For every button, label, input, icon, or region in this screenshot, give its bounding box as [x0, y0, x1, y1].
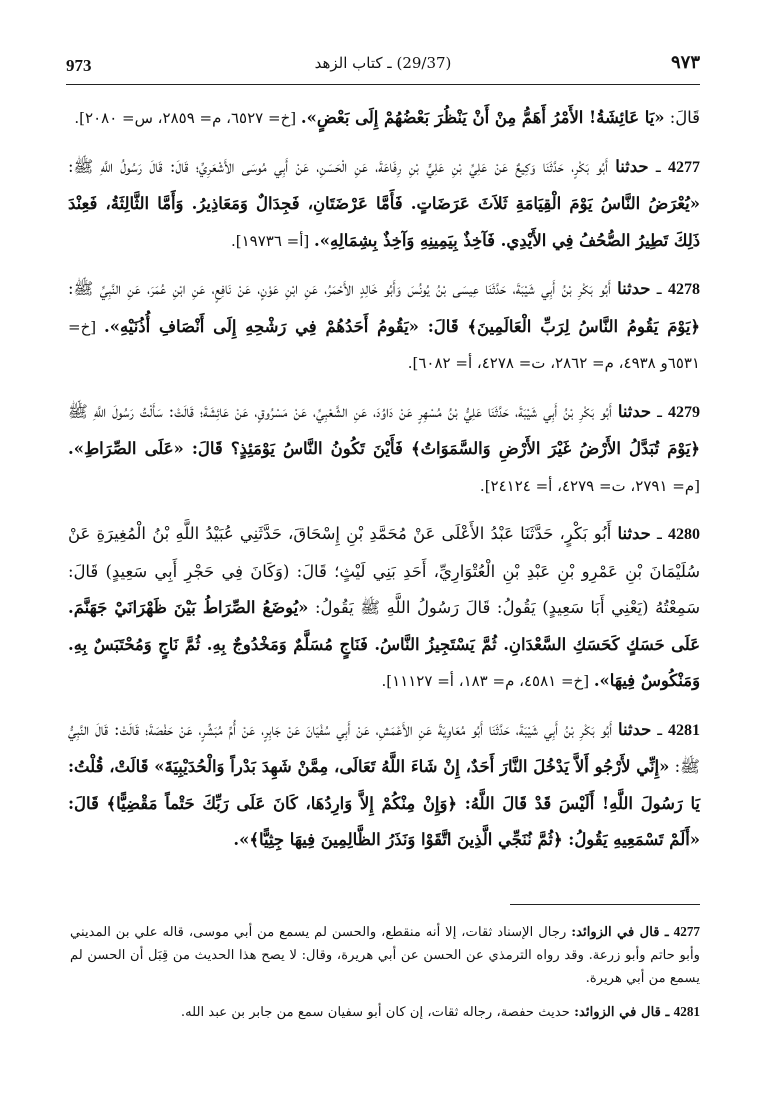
hadith-4277: 4277 ـ حدثنا أَبُو بَكْرٍ، حَدَّثَنَا وَكِيعٌ عَنْ عَلِيِّ بْنِ عَلِيٍّ بْنِ رِفَاعَةَ، عَنِ الْحَسَنِ، عَنْ أَبِي مُوسَى الأَشْعَرِيِّ؛ قَالَ: قَالَ رَسُولُ اللَّهِ ﷺ: «يُعْرَضُ النَّاسُ يَوْمَ الْقِيَامَةِ ثَلاَثَ عَرَضَاتٍ. فَأَمَّا عَرْضَتَانِ، فَجِدَالٌ وَمَعَاذِيرُ. وَأَمَّا الثَّالِثَةُ، فَعِنْدَ ذَلِكَ تَطِيرُ الصُّحُفُ فِي الأَيْدِي. فَآخِذٌ بِيَمِينِهِ وَآخِذٌ بِشِمَالِهِ». [أ= ١٩٧٣٦].: [68, 156, 700, 250]
footnote-label: ـ قال في الزوائد:: [571, 925, 669, 940]
footnote-divider: [510, 904, 700, 905]
hadith-number: 4281: [667, 721, 700, 739]
hadith-text: «يُوضَعُ الصِّرَاطُ بَيْنَ ظَهْرَانَيْ جَهَنَّمَ. عَلَى حَسَكٍ كَحَسَكِ السَّعْدَانِ. ثُمَّ يَسْتَجِيزُ النَّاسُ. فَنَاجٍ مُسَلَّمٌ وَمَخْدُوجٌ بِهِ. ثُمَّ نَاجٍ وَمُحْتَبَسٌ بِهِ. وَمَنْكُوسٌ فِيهَا».: [68, 598, 700, 690]
page-number-arabic: ٩٧٣: [670, 52, 700, 73]
hadith-intro: قَالَ:: [664, 108, 700, 127]
hadith-4281: 4281 ـ حدثنا أَبُو بَكْرِ بْنُ أَبِي شَيْبَةَ، حَدَّثَنَا أَبُو مُعَاوِيَةَ عَنِ الأَعْمَشِ، عَنْ أَبِي سُفْيَانَ عَنْ جَابِرٍ، عَنْ أُمِّ مُبَشِّرٍ، عَنْ حَفْصَةَ؛ قَالَتْ: قَالَ النَّبِيُّ ﷺ: «إِنِّي لأَرْجُو أَلاَّ يَدْخُلَ النَّارَ أَحَدٌ، إِنْ شَاءَ اللَّهُ تَعَالَى، مِمَّنْ شَهِدَ بَدْراً وَالْحُدَيْبِيَةَ» قَالَتْ، قُلْتُ: يَا رَسُولَ اللَّهِ! أَلَيْسَ قَدْ قَالَ اللَّهُ: ﴿وَإِنْ مِنْكُمْ إِلاَّ وَارِدُهَا، كَانَ عَلَى رَبِّكَ حَتْماً مَقْضِيًّا﴾ قَالَ: «أَلَمْ تَسْمَعِيهِ يَقُولُ: ﴿ثُمَّ نُنَجِّي الَّذِينَ اتَّقَوْا وَنَذَرُ الظَّالِمِينَ فِيهَا جِثِيًّا﴾».: [68, 719, 700, 849]
main-text: [68, 100, 700, 859]
hadith-text: «يَا عَائِشَةُ! الأَمْرُ أَهَمُّ مِنْ أَنْ يَنْظُرَ بَعْضُهُمْ إِلَى بَعْضٍ».: [300, 108, 665, 127]
haddathana: حدثنا: [618, 719, 652, 739]
running-title: (29/37) ـ كتاب الزهد: [314, 54, 452, 72]
hadith-refs: [م= ٢٧٩١، ت= ٤٢٧٩، أ= ٢٤١٢٤].: [479, 476, 700, 495]
hadith-text: «إِنِّي لأَرْجُو أَلاَّ يَدْخُلَ النَّارَ أَحَدٌ، إِنْ شَاءَ اللَّهُ تَعَالَى، مِمَّنْ شَهِدَ بَدْراً وَالْحُدَيْبِيَةَ» قَالَتْ، قُلْتُ: يَا رَسُولَ اللَّهِ! أَلَيْسَ قَدْ قَالَ اللَّهُ: ﴿وَإِنْ مِنْكُمْ إِلاَّ وَارِدُهَا، كَانَ عَلَى رَبِّكَ حَتْماً مَقْضِيًّا﴾ قَالَ: «أَلَمْ تَسْمَعِيهِ يَقُولُ: ﴿ثُمَّ نُنَجِّي الَّذِينَ اتَّقَوْا وَنَذَرُ الظَّالِمِينَ فِيهَا جِثِيًّا﴾».: [68, 757, 700, 849]
footnote-text: رجال الإسناد ثقات، إلا أنه منقطع، والحسن لم يسمع من أبي موسى، قاله علي بن المديني وأبو حاتم وأبو زرعة. وقد رواه الترمذي عن الحسن عن أبي هريرة، وقال: لا يصح هذا الحديث من قِبَل أن الحسن لم يسمع من أبي هريرة.: [70, 925, 700, 986]
footnote-4281: [70, 1000, 700, 1024]
hadith-text: ﴿يَوْمَ يَقُومُ النَّاسُ لِرَبِّ الْعَالَمِينَ﴾ قَالَ: «يَقُومُ أَحَدُهُمْ فِي رَشْحِهِ إِلَى أَنْصَافِ أُذُنَيْهِ».: [104, 316, 700, 336]
hadith-4279: 4279 ـ حدثنا أَبُو بَكْرِ بْنُ أَبِي شَيْبَةَ، حَدَّثَنَا عَلِيُّ بْنُ مُسْهِرٍ عَنْ دَاوُدَ، عَنِ الشَّعْبِيِّ، عَنْ مَسْرُوقٍ، عَنْ عَائِشَةَ؛ قَالَتْ: سَأَلْتُ رَسُولَ اللَّهِ ﷺ ﴿يَوْمَ تُبَدَّلُ الأَرْضُ غَيْرَ الأَرْضِ وَالسَّمَوَاتُ﴾ فَأَيْنَ تَكُونُ النَّاسُ يَوْمَئِذٍ؟ قَالَ: «عَلَى الصِّرَاطِ». [م= ٢٧٩١، ت= ٤٢٧٩، أ= ٢٤١٢٤].: [68, 401, 700, 495]
hadith-text: «يُعْرَضُ النَّاسُ يَوْمَ الْقِيَامَةِ ثَلاَثَ عَرَضَاتٍ. فَأَمَّا عَرْضَتَانِ، فَجِدَالٌ وَمَعَاذِيرُ. وَأَمَّا الثَّالِثَةُ، فَعِنْدَ ذَلِكَ تَطِيرُ الصُّحُفُ فِي الأَيْدِي. فَآخِذٌ بِيَمِينِهِ وَآخِذٌ بِشِمَالِهِ».: [68, 194, 700, 250]
hadith-text: ﴿يَوْمَ تُبَدَّلُ الأَرْضُ غَيْرَ الأَرْضِ وَالسَّمَوَاتُ﴾ فَأَيْنَ تَكُونُ النَّاسُ يَوْمَئِذٍ؟ قَالَ: «عَلَى الصِّرَاطِ».: [68, 439, 700, 458]
hadith-4280: 4280 ـ حدثنا أَبُو بَكْرٍ، حَدَّثَنَا عَبْدُ الأَعْلَى عَنْ مُحَمَّدِ بْنِ إِسْحَاقَ، حَدَّثَنِي عُبَيْدُ اللَّهِ بْنُ الْمُغِيرَةِ عَنْ سُلَيْمَانَ بْنِ عَمْرِو بْنِ عَبْدِ بْنِ الْعُتْوَارِيِّ، أَحَدِ بَنِي لَيْثٍ؛ قَالَ: (وَكَانَ فِي حَجْرِ أَبِي سَعِيدٍ) قَالَ: سَمِعْتُهُ (يَعْنِي أَبَا سَعِيدٍ) يَقُولُ: قَالَ رَسُولُ اللَّهِ ﷺ يَقُولُ: «يُوضَعُ الصِّرَاطُ بَيْنَ ظَهْرَانَيْ جَهَنَّمَ. عَلَى حَسَكٍ كَحَسَكِ السَّعْدَانِ. ثُمَّ يَسْتَجِيزُ النَّاسُ. فَنَاجٍ مُسَلَّمٌ وَمَخْدُوجٌ بِهِ. ثُمَّ نَاجٍ وَمُحْتَبَسٌ بِهِ. وَمَنْكُوسٌ فِيهَا». [خ= ٤٥٨١، م= ١٨٣، أ= ١١١٢٧].: [68, 524, 700, 690]
footnote-text: حديث حفصة، رجاله ثقات، إن كان أبو سفيان سمع من جابر بن عبد الله.: [180, 1005, 575, 1020]
hadith-isnad: أَبُو بَكْرِ بْنُ أَبِي شَيْبَةَ، حَدَّثَنَا عَلِيُّ بْنُ مُسْهِرٍ عَنْ دَاوُدَ، عَنِ الشَّعْبِيِّ، عَنْ مَسْرُوقٍ، عَنْ عَائِشَةَ؛ قَالَتْ: سَأَلْتُ رَسُولَ اللَّهِ ﷺ: [68, 401, 618, 421]
page-header: [66, 50, 700, 85]
hadith-isnad: أَبُو بَكْرِ بْنُ أَبِي شَيْبَةَ، حَدَّثَنَا أَبُو مُعَاوِيَةَ عَنِ الأَعْمَشِ، عَنْ أَبِي سُفْيَانَ عَنْ جَابِرٍ، عَنْ أُمِّ مُبَشِّرٍ، عَنْ حَفْصَةَ؛ قَالَتْ: قَالَ النَّبِيُّ ﷺ:: [68, 719, 700, 776]
hadith-number: 4279: [668, 403, 700, 421]
footnote-4277: [70, 920, 700, 990]
footnote-label: ـ قال في الزوائد:: [574, 1005, 670, 1020]
haddathana: حدثنا: [617, 524, 651, 543]
page-number-latin: 973: [66, 56, 92, 75]
hadith-number: 4277: [668, 158, 700, 176]
hadith-number: 4278: [668, 281, 700, 298]
hadith-4278: 4278 ـ حدثنا أَبُو بَكْرِ بْنُ أَبِي شَيْبَةَ، حَدَّثَنَا عِيسَى بْنُ يُونُسَ وَأَبُو خَالِدٍ الأَحْمَرُ، عَنِ ابْنِ عَوْنٍ، عَنْ نَافِعٍ، عَنِ ابْنِ عُمَرَ، عَنِ النَّبِيِّ ﷺ: ﴿يَوْمَ يَقُومُ النَّاسُ لِرَبِّ الْعَالَمِينَ﴾ قَالَ: «يَقُومُ أَحَدُهُمْ فِي رَشْحِهِ إِلَى أَنْصَافِ أُذُنَيْهِ». [خ= ٦٥٣١و ٤٩٣٨، م= ٢٨٦٢، ت= ٤٢٧٨، أ= ٦٠٨٢].: [68, 279, 700, 372]
footnote-number: 4277: [673, 924, 701, 939]
hadith-refs: [خ= ٦٥٣١و ٤٩٣٨، م= ٢٨٦٢، ت= ٤٢٧٨، أ= ٦٠٨٢].: [68, 317, 700, 372]
hadith-refs: [خ= ٤٥٨١، م= ١٨٣، أ= ١١١٢٧].: [381, 672, 594, 690]
hadith-isnad: أَبُو بَكْرٍ، حَدَّثَنَا عَبْدُ الأَعْلَى عَنْ مُحَمَّدِ بْنِ إِسْحَاقَ، حَدَّثَنِي عُبَيْدُ اللَّهِ بْنُ الْمُغِيرَةِ عَنْ سُلَيْمَانَ بْنِ عَمْرِو بْنِ عَبْدِ بْنِ الْعُتْوَارِيِّ، أَحَدِ بَنِي لَيْثٍ؛ قَالَ: (وَكَانَ فِي حَجْرِ أَبِي سَعِيدٍ) قَالَ: سَمِعْتُهُ (يَعْنِي أَبَا سَعِيدٍ) يَقُولُ: قَالَ رَسُولُ اللَّهِ ﷺ يَقُولُ:: [68, 524, 700, 617]
hadith-isnad: أَبُو بَكْرٍ، حَدَّثَنَا وَكِيعٌ عَنْ عَلِيِّ بْنِ عَلِيٍّ بْنِ رِفَاعَةَ، عَنِ الْحَسَنِ، عَنْ أَبِي مُوسَى الأَشْعَرِيِّ؛ قَالَ: قَالَ رَسُولُ اللَّهِ ﷺ:: [68, 156, 616, 176]
haddathana: حدثنا: [617, 279, 651, 298]
haddathana: حدثنا: [617, 401, 652, 421]
hadith-refs: [أ= ١٩٧٣٦].: [230, 231, 315, 250]
hadith-continuation: [68, 100, 700, 137]
haddathana: حدثنا: [615, 156, 649, 176]
footnotes: [70, 920, 700, 1034]
hadith-number: 4280: [668, 526, 700, 543]
footnote-number: 4281: [673, 1004, 700, 1019]
hadith-isnad: أَبُو بَكْرِ بْنُ أَبِي شَيْبَةَ، حَدَّثَنَا عِيسَى بْنُ يُونُسَ وَأَبُو خَالِدٍ الأَحْمَرُ، عَنِ ابْنِ عَوْنٍ، عَنْ نَافِعٍ، عَنِ ابْنِ عُمَرَ، عَنِ النَّبِيِّ ﷺ:: [68, 279, 618, 298]
hadith-refs: [خ= ٦٥٢٧، م= ٢٨٥٩، س= ٢٠٨٠].: [74, 109, 301, 127]
